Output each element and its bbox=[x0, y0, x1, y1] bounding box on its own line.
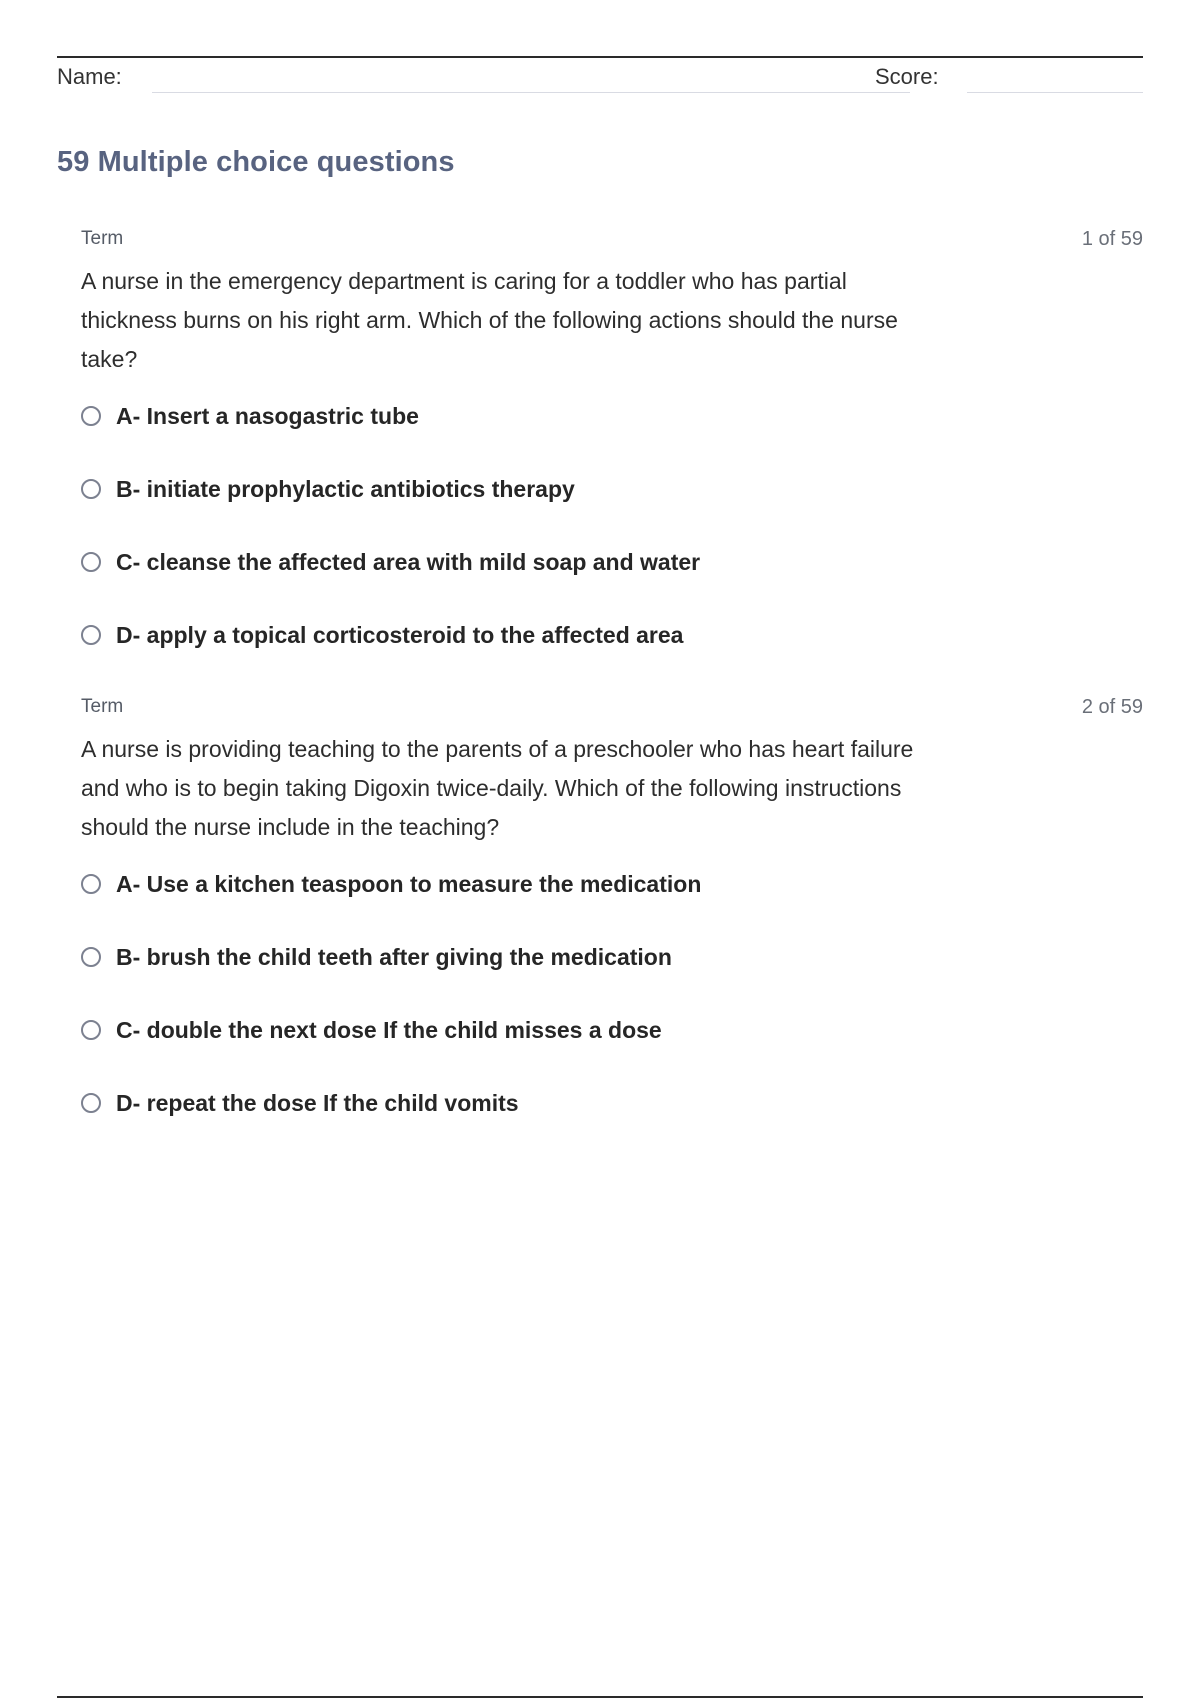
term-label: Term bbox=[81, 696, 124, 717]
answer-option-label[interactable]: B- initiate prophylactic antibiotics therapy bbox=[116, 476, 575, 502]
section-title: 59 Multiple choice questions bbox=[57, 146, 455, 178]
bottom-divider bbox=[57, 1696, 1143, 1698]
answer-option-label[interactable]: C- double the next dose If the child misses a dose bbox=[116, 1017, 662, 1043]
radio-button-icon[interactable] bbox=[81, 479, 101, 499]
answer-option-a[interactable] bbox=[81, 870, 1081, 943]
answer-option-d[interactable] bbox=[81, 621, 1081, 694]
answer-options bbox=[81, 870, 1081, 1162]
answer-option-label[interactable]: C- cleanse the affected area with mild soap and water bbox=[116, 549, 701, 575]
answer-option-label[interactable]: D- apply a topical corticosteroid to the affected area bbox=[116, 622, 684, 648]
answer-option-b[interactable] bbox=[81, 475, 1081, 548]
score-input-line[interactable] bbox=[967, 92, 1143, 93]
radio-button-icon[interactable] bbox=[81, 1020, 101, 1040]
question-prompt: A nurse in the emergency department is caring for a toddler who has partial thickness burns on his right arm. Which of the following actions should the nurse take? bbox=[81, 268, 898, 372]
answer-option-b[interactable] bbox=[81, 943, 1081, 1016]
term-label: Term bbox=[81, 228, 124, 249]
answer-option-label[interactable]: A- Insert a nasogastric tube bbox=[116, 403, 419, 429]
name-label: Name: bbox=[57, 64, 122, 89]
radio-button-icon[interactable] bbox=[81, 625, 101, 645]
header-row bbox=[57, 62, 1143, 96]
answer-option-d[interactable] bbox=[81, 1089, 1081, 1162]
answer-option-a[interactable] bbox=[81, 402, 1081, 475]
question-counter: 2 of 59 bbox=[1081, 696, 1143, 718]
radio-button-icon[interactable] bbox=[81, 874, 101, 894]
answer-option-label[interactable]: D- repeat the dose If the child vomits bbox=[116, 1090, 519, 1116]
radio-button-icon[interactable] bbox=[81, 1093, 101, 1113]
answer-option-c[interactable] bbox=[81, 548, 1081, 621]
answer-options bbox=[81, 402, 1081, 694]
answer-option-c[interactable] bbox=[81, 1016, 1081, 1089]
radio-button-icon[interactable] bbox=[81, 552, 101, 572]
question-prompt: A nurse is providing teaching to the parents of a preschooler who has heart failure and who is to begin taking Digoxin twice-daily. Which of the following instructions should the nurse include in the teaching? bbox=[81, 736, 914, 840]
radio-button-icon[interactable] bbox=[81, 406, 101, 426]
name-input-line[interactable] bbox=[152, 92, 910, 93]
top-divider bbox=[57, 56, 1143, 58]
radio-button-icon[interactable] bbox=[81, 947, 101, 967]
question-counter: 1 of 59 bbox=[1081, 228, 1143, 250]
answer-option-label[interactable]: B- brush the child teeth after giving the medication bbox=[116, 944, 672, 970]
score-label: Score: bbox=[875, 64, 939, 89]
answer-option-label[interactable]: A- Use a kitchen teaspoon to measure the medication bbox=[116, 871, 702, 897]
